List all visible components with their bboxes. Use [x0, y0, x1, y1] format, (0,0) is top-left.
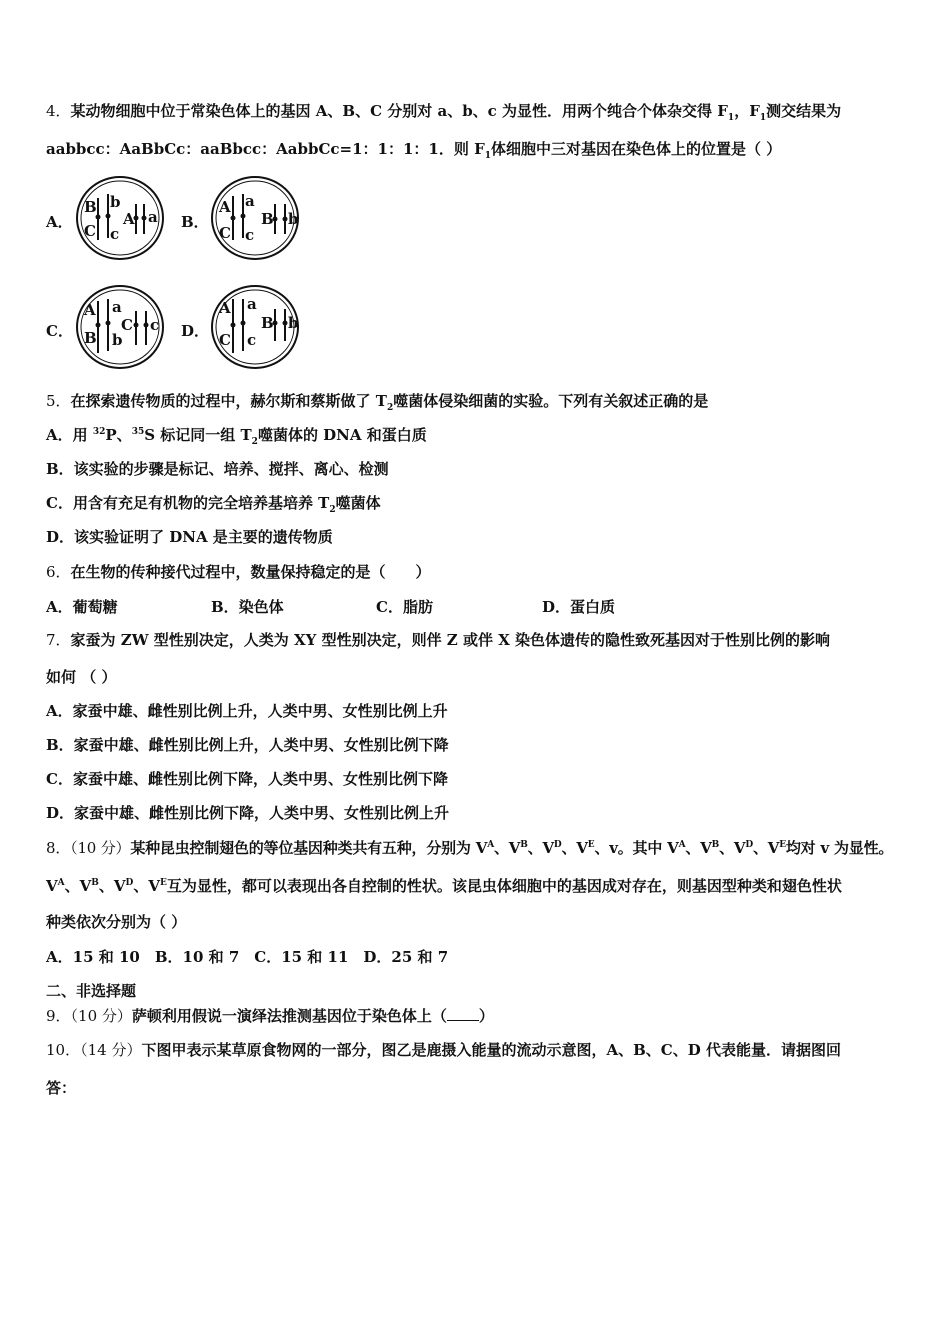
- q5-option-a: A．用 $^{32}$P、$^{35}$S 标记同一组 $T_2$噬菌体的 DNA 和蛋白质: [46, 426, 427, 447]
- answer-blank[interactable]: [447, 1006, 479, 1021]
- gene-label: C: [219, 331, 231, 349]
- q4-option-c-label: C．: [46, 322, 73, 340]
- gene-label: b: [288, 210, 299, 228]
- q10-line2: 答：: [46, 1079, 77, 1097]
- gene-label: A: [219, 299, 231, 317]
- q7-option-d: D．家蚕中雄、雌性别比例下降，人类中男、女性别比例上升: [46, 804, 450, 822]
- gene-label: A: [123, 210, 135, 228]
- cell-diagram-b: [209, 174, 301, 262]
- gene-label: C: [84, 222, 96, 240]
- q6-option-b: B．染色体: [211, 598, 284, 616]
- points: （10 分）: [70, 1007, 132, 1025]
- gene-label: B: [84, 329, 97, 347]
- gene-label: A: [84, 301, 96, 319]
- gene-label: C: [219, 224, 231, 242]
- points: （10 分）: [70, 839, 131, 857]
- question-number: 6．: [46, 563, 71, 581]
- question-number: 7．: [46, 631, 71, 649]
- gene-label: a: [112, 298, 122, 316]
- q6-option-a: A．葡萄糖: [46, 598, 118, 616]
- gene-label: c: [150, 316, 160, 334]
- q4-option-d-label: D．: [181, 322, 210, 340]
- gene-label: B: [84, 198, 97, 216]
- q4-option-b-label: B．: [181, 213, 209, 231]
- question-number: 8．: [46, 839, 71, 857]
- gene-label: a: [245, 192, 255, 210]
- q8-line2: $V^A$、$V^B$、$V^D$、$V^E$互为显性，都可以表现出各自控制的性状。该昆虫体细胞中的基因成对存在，则基因型种类和翅色性状: [46, 877, 842, 895]
- gene-label: A: [219, 198, 231, 216]
- gene-label: B: [261, 210, 274, 228]
- q4-line1: 4．某动物细胞中位于常染色体上的基因 A、B、C 分别对 a、b、c 为显性．用两个纯合个体杂交得 $F_1$，$F_1$测交结果为: [46, 102, 842, 123]
- question-number: 4．: [46, 102, 71, 120]
- cell-diagram-a: [74, 174, 166, 262]
- gene-label: c: [247, 331, 257, 349]
- cell-diagram-d: [209, 283, 301, 371]
- q9: 9．（10 分）萨顿利用假说一演绎法推测基因位于染色体上（ ）: [46, 1007, 494, 1025]
- gene-label: a: [148, 208, 158, 226]
- question-number: 10．: [46, 1041, 81, 1059]
- q5-stem: 5．在探索遗传物质的过程中，赫尔斯和蔡斯做了 $T_2$噬菌体侵染细菌的实验。下列有关叙述正确的是: [46, 392, 709, 413]
- q8-options: A．15 和 10 B．10 和 7 C．15 和 11 D．25 和 7: [46, 948, 449, 966]
- q5-option-d: D．该实验证明了 DNA 是主要的遗传物质: [46, 528, 333, 546]
- gene-label: C: [121, 316, 133, 334]
- q7-option-c: C．家蚕中雄、雌性别比例下降，人类中男、女性别比例下降: [46, 770, 448, 788]
- cell-diagram-c: [74, 283, 166, 371]
- q6-stem: 6．在生物的传种接代过程中，数量保持稳定的是（ ）: [46, 563, 431, 581]
- gene-label: c: [110, 225, 120, 243]
- section-heading: 二、非选择题: [46, 982, 137, 1000]
- q8-line1: 8．（10 分）某种昆虫控制翅色的等位基因种类共有五种，分别为 $V^A$、$V^B$、$V^D$、$V^E$、v。其中 $V^A$、$V^B$、$V^D$、$V^E$均对 v 为显性。: [46, 839, 894, 857]
- gene-label: c: [245, 226, 255, 244]
- q7-option-a: A．家蚕中雄、雌性别比例上升，人类中男、女性别比例上升: [46, 702, 448, 720]
- points: （14 分）: [80, 1041, 142, 1059]
- q6-option-c: C．脂肪: [376, 598, 433, 616]
- q7-option-b: B．家蚕中雄、雌性别比例上升，人类中男、女性别比例下降: [46, 736, 449, 754]
- gene-label: B: [261, 314, 274, 332]
- question-number: 9．: [46, 1007, 71, 1025]
- gene-label: b: [112, 331, 123, 349]
- gene-label: a: [247, 295, 257, 313]
- q5-option-b: B．该实验的步骤是标记、培养、搅拌、离心、检测: [46, 460, 389, 478]
- q4-line2: aabbcc：AaBbCc：aaBbcc：AabbCc=1：1：1：1．则 $F_1$体细胞中三对基因在染色体上的位置是（ ）: [46, 140, 782, 161]
- q8-line3: 种类依次分别为（ ）: [46, 913, 187, 931]
- q5-option-c: C．用含有充足有机物的完全培养基培养 $T_2$噬菌体: [46, 494, 381, 515]
- q7-stem-line1: 7．家蚕为 ZW 型性别决定，人类为 XY 型性别决定，则伴 Z 或伴 X 染色体遗传的隐性致死基因对于性别比例的影响: [46, 631, 831, 649]
- gene-label: b: [110, 193, 121, 211]
- q4-option-a-label: A．: [46, 213, 73, 231]
- q10-line1: 10．（14 分）下图甲表示某草原食物网的一部分，图乙是鹿摄入能量的流动示意图，A、B、C、D 代表能量．请据图回: [46, 1041, 841, 1059]
- question-number: 5．: [46, 392, 71, 410]
- q7-stem-line2: 如何 （ ）: [46, 668, 117, 686]
- q6-option-d: D．蛋白质: [542, 598, 616, 616]
- gene-label: b: [288, 314, 299, 332]
